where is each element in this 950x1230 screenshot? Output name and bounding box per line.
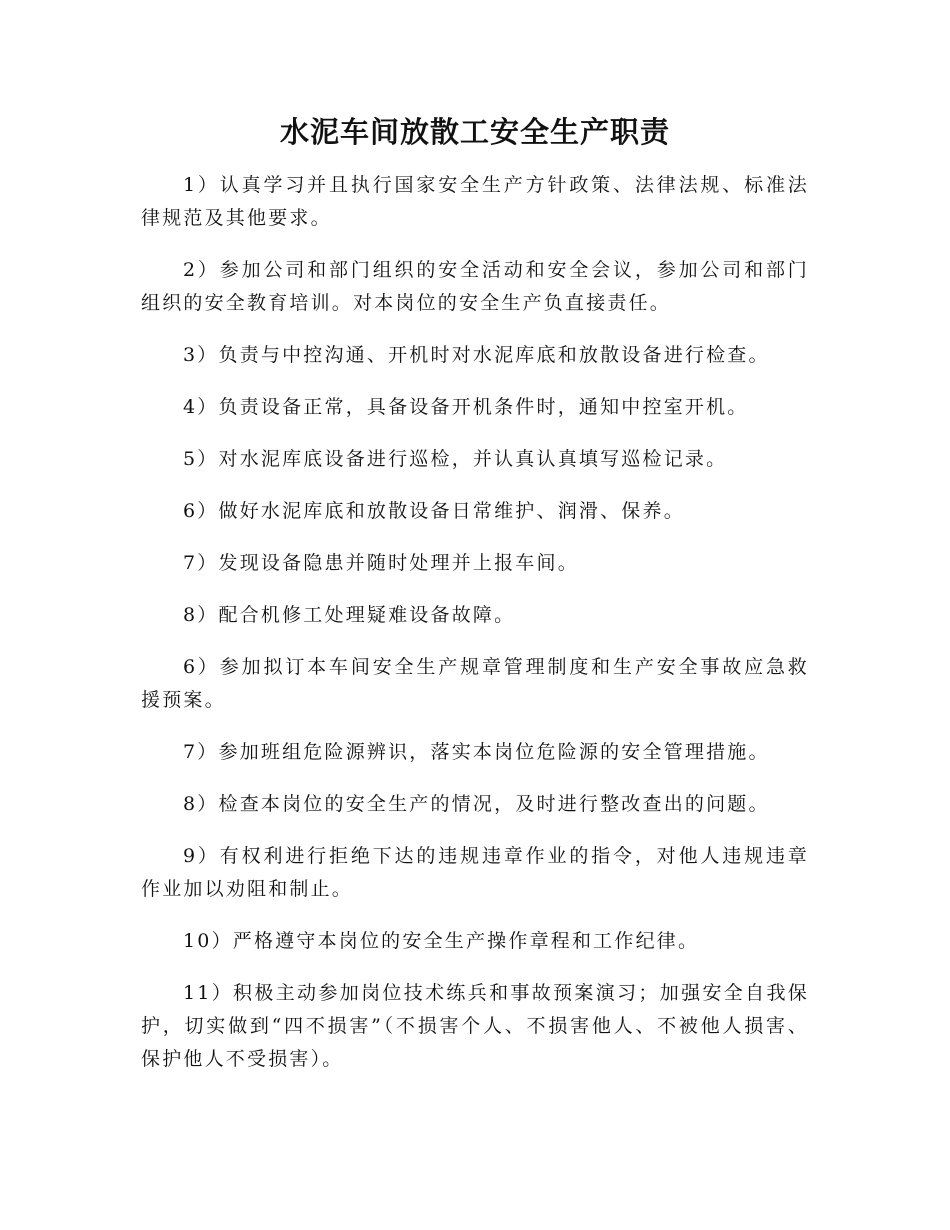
paragraph-13: 10）严格遵守本岗位的安全生产操作章程和工作纪律。 [183, 930, 700, 952]
paragraph-4: 4）负责设备正常，具备设备开机条件时，通知中控室开机。 [183, 396, 749, 418]
paragraph-9: 6）参加拟订本车间安全生产规章管理制度和生产安全事故应急救援预案。 [141, 656, 809, 711]
paragraph-11: 8）检查本岗位的安全生产的情况，及时进行整改查出的问题。 [183, 793, 770, 815]
paragraph-14: 11）积极主动参加岗位技术练兵和事故预案演习；加强安全自我保护，切实做到“四不损害”（不损害个人、不损害他人、不被他人损害、保护他人不受损害）。 [141, 982, 809, 1070]
paragraph-8: 8）配合机修工处理疑难设备故障。 [183, 604, 516, 626]
document-title: 水泥车间放散工安全生产职责 [279, 115, 670, 149]
paragraph-1: 1）认真学习并且执行国家安全生产方针政策、法律法规、标准法律规范及其他要求。 [141, 174, 809, 229]
paragraph-6: 6）做好水泥库底和放散设备日常维护、润滑、保养。 [183, 500, 685, 522]
paragraph-10: 7）参加班组危险源辨识，落实本岗位危险源的安全管理措施。 [183, 741, 770, 763]
paragraph-7: 7）发现设备隐患并随时处理并上报车间。 [183, 552, 579, 574]
paragraph-12: 9）有权利进行拒绝下达的违规违章作业的指令，对他人违规违章作业加以劝阻和制止。 [141, 845, 809, 900]
paragraph-2: 2）参加公司和部门组织的安全活动和安全会议，参加公司和部门组织的安全教育培训。对本岗位的安全生产负直接责任。 [141, 259, 809, 314]
document-body [141, 169, 809, 1095]
paragraph-3: 3）负责与中控沟通、开机时对水泥库底和放散设备进行检查。 [183, 344, 770, 366]
paragraph-5: 5）对水泥库底设备进行巡检，并认真认真填写巡检记录。 [183, 448, 728, 470]
